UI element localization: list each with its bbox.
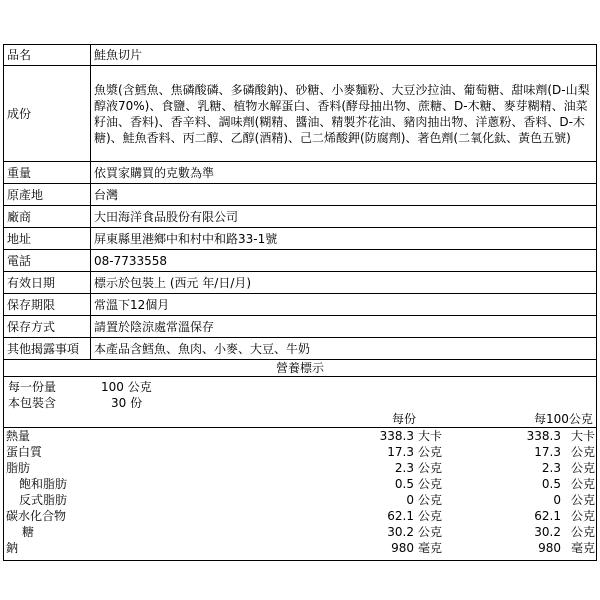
info-value: 08-7733558 bbox=[91, 250, 597, 272]
nutrient-rows bbox=[4, 428, 596, 556]
per-100g-unit: 公克 bbox=[571, 461, 596, 475]
nutrition-column-header bbox=[4, 411, 596, 428]
info-value: 魚漿(含鱈魚、焦磷酸磷、多磷酸鈉)、砂糖、小麥麵粉、大豆沙拉油、葡萄糖、甜味劑(D-山梨醇液70%)、食鹽、乳糖、植物水解蛋白、香料(酵母抽出物、蔗糖、D-木糖、麥芽糊精、油菜籽油、香料)、香辛料、調味劑(糊精、醬油、精製芥花油、豬肉抽出物、洋蔥粉、香料、D-木糖)、鮭魚香料、丙二醇、乙醇(酒精)、己二烯酸鉀(防腐劑)、著色劑(二氧化鈦、黃色五號) bbox=[91, 66, 597, 162]
nutrient-name: 反式脂肪 bbox=[19, 493, 68, 507]
per-serving-value: 0.5 bbox=[394, 477, 414, 491]
nutrient-row bbox=[4, 508, 596, 524]
serving-size-value: 100 公克 bbox=[101, 380, 152, 394]
nutrient-row bbox=[4, 524, 596, 540]
info-row-expiry bbox=[4, 272, 597, 294]
info-row-origin bbox=[4, 184, 597, 206]
servings-per-package-label: 本包裝含 bbox=[8, 396, 57, 410]
nutrient-name: 熱量 bbox=[6, 429, 31, 443]
per-100g-value: 17.3 bbox=[534, 445, 561, 459]
per-100g-unit: 大卡 bbox=[571, 429, 596, 443]
info-key: 保存方式 bbox=[4, 316, 91, 338]
nutrient-row bbox=[4, 444, 596, 460]
per-100g-header: 每100公克 bbox=[534, 412, 593, 426]
product-info-table bbox=[3, 44, 597, 360]
info-value: 請置於陰涼處常溫保存 bbox=[91, 316, 597, 338]
per-100g-value: 338.3 bbox=[526, 429, 561, 443]
info-value: 台灣 bbox=[91, 184, 597, 206]
per-100g-unit: 公克 bbox=[571, 525, 596, 539]
nutrient-row bbox=[4, 540, 596, 556]
nutrient-name: 鈉 bbox=[6, 541, 19, 555]
info-key: 廠商 bbox=[4, 206, 91, 228]
info-key: 地址 bbox=[4, 228, 91, 250]
info-value: 標示於包裝上 (西元 年/日/月) bbox=[91, 272, 597, 294]
per-serving-unit: 公克 bbox=[418, 493, 443, 507]
per-serving-unit: 大卡 bbox=[418, 429, 443, 443]
info-key: 品名 bbox=[4, 45, 91, 66]
per-serving-value: 2.3 bbox=[394, 461, 414, 475]
per-serving-unit: 公克 bbox=[418, 509, 443, 523]
info-key: 重量 bbox=[4, 162, 91, 184]
info-row-weight bbox=[4, 162, 597, 184]
info-row-storage bbox=[4, 316, 597, 338]
info-value: 屏東縣里港鄉中和村中和路33-1號 bbox=[91, 228, 597, 250]
info-key: 有效日期 bbox=[4, 272, 91, 294]
per-100g-value: 0 bbox=[553, 493, 561, 507]
info-key: 保存期限 bbox=[4, 294, 91, 316]
info-value: 常溫下12個月 bbox=[91, 294, 597, 316]
info-row-address bbox=[4, 228, 597, 250]
servings-per-package-row bbox=[6, 395, 594, 411]
per-100g-unit: 公克 bbox=[571, 445, 596, 459]
nutrition-facts-panel bbox=[3, 360, 597, 561]
info-key: 電話 bbox=[4, 250, 91, 272]
per-100g-value: 0.5 bbox=[541, 477, 561, 491]
per-100g-value: 980 bbox=[538, 541, 561, 555]
servings-per-package-value: 30 份 bbox=[111, 396, 143, 410]
info-row-disclosures bbox=[4, 338, 597, 360]
nutrient-name: 飽和脂肪 bbox=[19, 477, 68, 491]
per-100g-unit: 公克 bbox=[571, 493, 596, 507]
per-100g-value: 62.1 bbox=[534, 509, 561, 523]
nutrition-title: 營養標示 bbox=[4, 360, 596, 377]
info-row-ingredients bbox=[4, 66, 597, 162]
info-row-phone bbox=[4, 250, 597, 272]
info-row-shelf-life bbox=[4, 294, 597, 316]
nutrient-name: 碳水化合物 bbox=[6, 509, 67, 523]
info-value: 本產品含鱈魚、魚肉、小麥、大豆、牛奶 bbox=[91, 338, 597, 360]
product-label-sheet bbox=[3, 44, 597, 561]
per-100g-unit: 公克 bbox=[571, 509, 596, 523]
nutrient-row bbox=[4, 492, 596, 508]
per-serving-unit: 公克 bbox=[418, 477, 443, 491]
per-100g-unit: 公克 bbox=[571, 477, 596, 491]
per-serving-value: 17.3 bbox=[387, 445, 414, 459]
nutrient-row bbox=[4, 460, 596, 476]
per-serving-unit: 公克 bbox=[418, 525, 443, 539]
per-serving-unit: 公克 bbox=[418, 445, 443, 459]
nutrient-row bbox=[4, 428, 596, 444]
info-value: 大田海洋食品股份有限公司 bbox=[91, 206, 597, 228]
nutrient-name: 糖 bbox=[22, 525, 35, 539]
per-100g-value: 2.3 bbox=[541, 461, 561, 475]
info-value: 依買家購買的克數為準 bbox=[91, 162, 597, 184]
nutrient-name: 脂肪 bbox=[6, 461, 31, 475]
per-100g-value: 30.2 bbox=[534, 525, 561, 539]
nutrient-name: 蛋白質 bbox=[6, 445, 43, 459]
per-serving-header: 每份 bbox=[392, 412, 417, 426]
serving-info bbox=[4, 377, 596, 411]
info-key: 原產地 bbox=[4, 184, 91, 206]
per-serving-value: 980 bbox=[391, 541, 414, 555]
serving-size-label: 每一份量 bbox=[8, 380, 57, 394]
per-serving-unit: 毫克 bbox=[418, 541, 443, 555]
per-serving-value: 62.1 bbox=[387, 509, 414, 523]
info-value: 鮭魚切片 bbox=[91, 45, 597, 66]
per-serving-value: 30.2 bbox=[387, 525, 414, 539]
info-key: 成份 bbox=[4, 66, 91, 162]
info-key: 其他揭露事項 bbox=[4, 338, 91, 360]
info-row-name bbox=[4, 45, 597, 66]
per-serving-value: 338.3 bbox=[379, 429, 414, 443]
serving-size-row bbox=[6, 379, 594, 395]
info-row-manufacturer bbox=[4, 206, 597, 228]
per-serving-value: 0 bbox=[406, 493, 414, 507]
nutrient-row bbox=[4, 476, 596, 492]
per-serving-unit: 公克 bbox=[418, 461, 443, 475]
per-100g-unit: 毫克 bbox=[571, 541, 596, 555]
